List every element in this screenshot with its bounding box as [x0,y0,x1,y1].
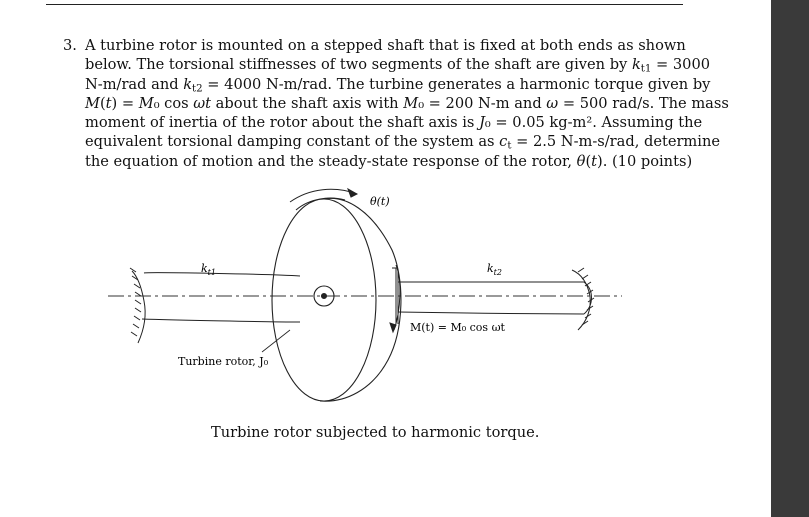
problem-line: N-m/rad and $k_{t2} = 4000$ N-m/rad. The turbine generates a harmonic torque given by [85,75,711,95]
problem-line: the equation of motion and the steady-state response of the rotor, θ(t). (10 points) [85,152,693,170]
left-fixed-support [130,268,145,343]
problem-line: equivalent torsional damping constant of the system as $c_t = 2.5$ N-m-s/rad, determine [85,133,720,153]
shaft-segment-kt2 [398,282,592,314]
problem-line: below. The torsional stiffnesses of two segments of the shaft are given by $k_{t1} = 3000$ [85,56,711,75]
problem-number: 3. [63,37,77,54]
torque-label: M(t) = M₀ cos ωt [410,321,505,334]
problem-line: M(t) = M₀ cos ωt about the shaft axis with M₀ = 200 N-m and ω = 500 rad/s. The mass [85,94,729,112]
shaft-segment-kt1 [142,273,300,322]
rotor-label: Turbine rotor, J₀ [178,355,269,368]
figure-caption: Turbine rotor subjected to harmonic torque. [211,424,540,441]
problem-line: moment of inertia of the rotor about the shaft axis is J₀ = 0.05 kg-m². Assuming the [85,114,703,132]
theta-rotation-arrow [290,189,357,202]
right-fixed-support [572,268,594,330]
kt1-label: $k_{t1}$ [201,262,216,277]
rotor-label-leader [262,330,290,352]
problem-line: A turbine rotor is mounted on a stepped shaft that is fixed at both ends as shown [85,37,686,54]
theta-label: θ(t) [370,195,390,208]
turbine-rotor-disk [272,198,401,401]
kt2-label: $k_{t2}$ [487,262,502,277]
